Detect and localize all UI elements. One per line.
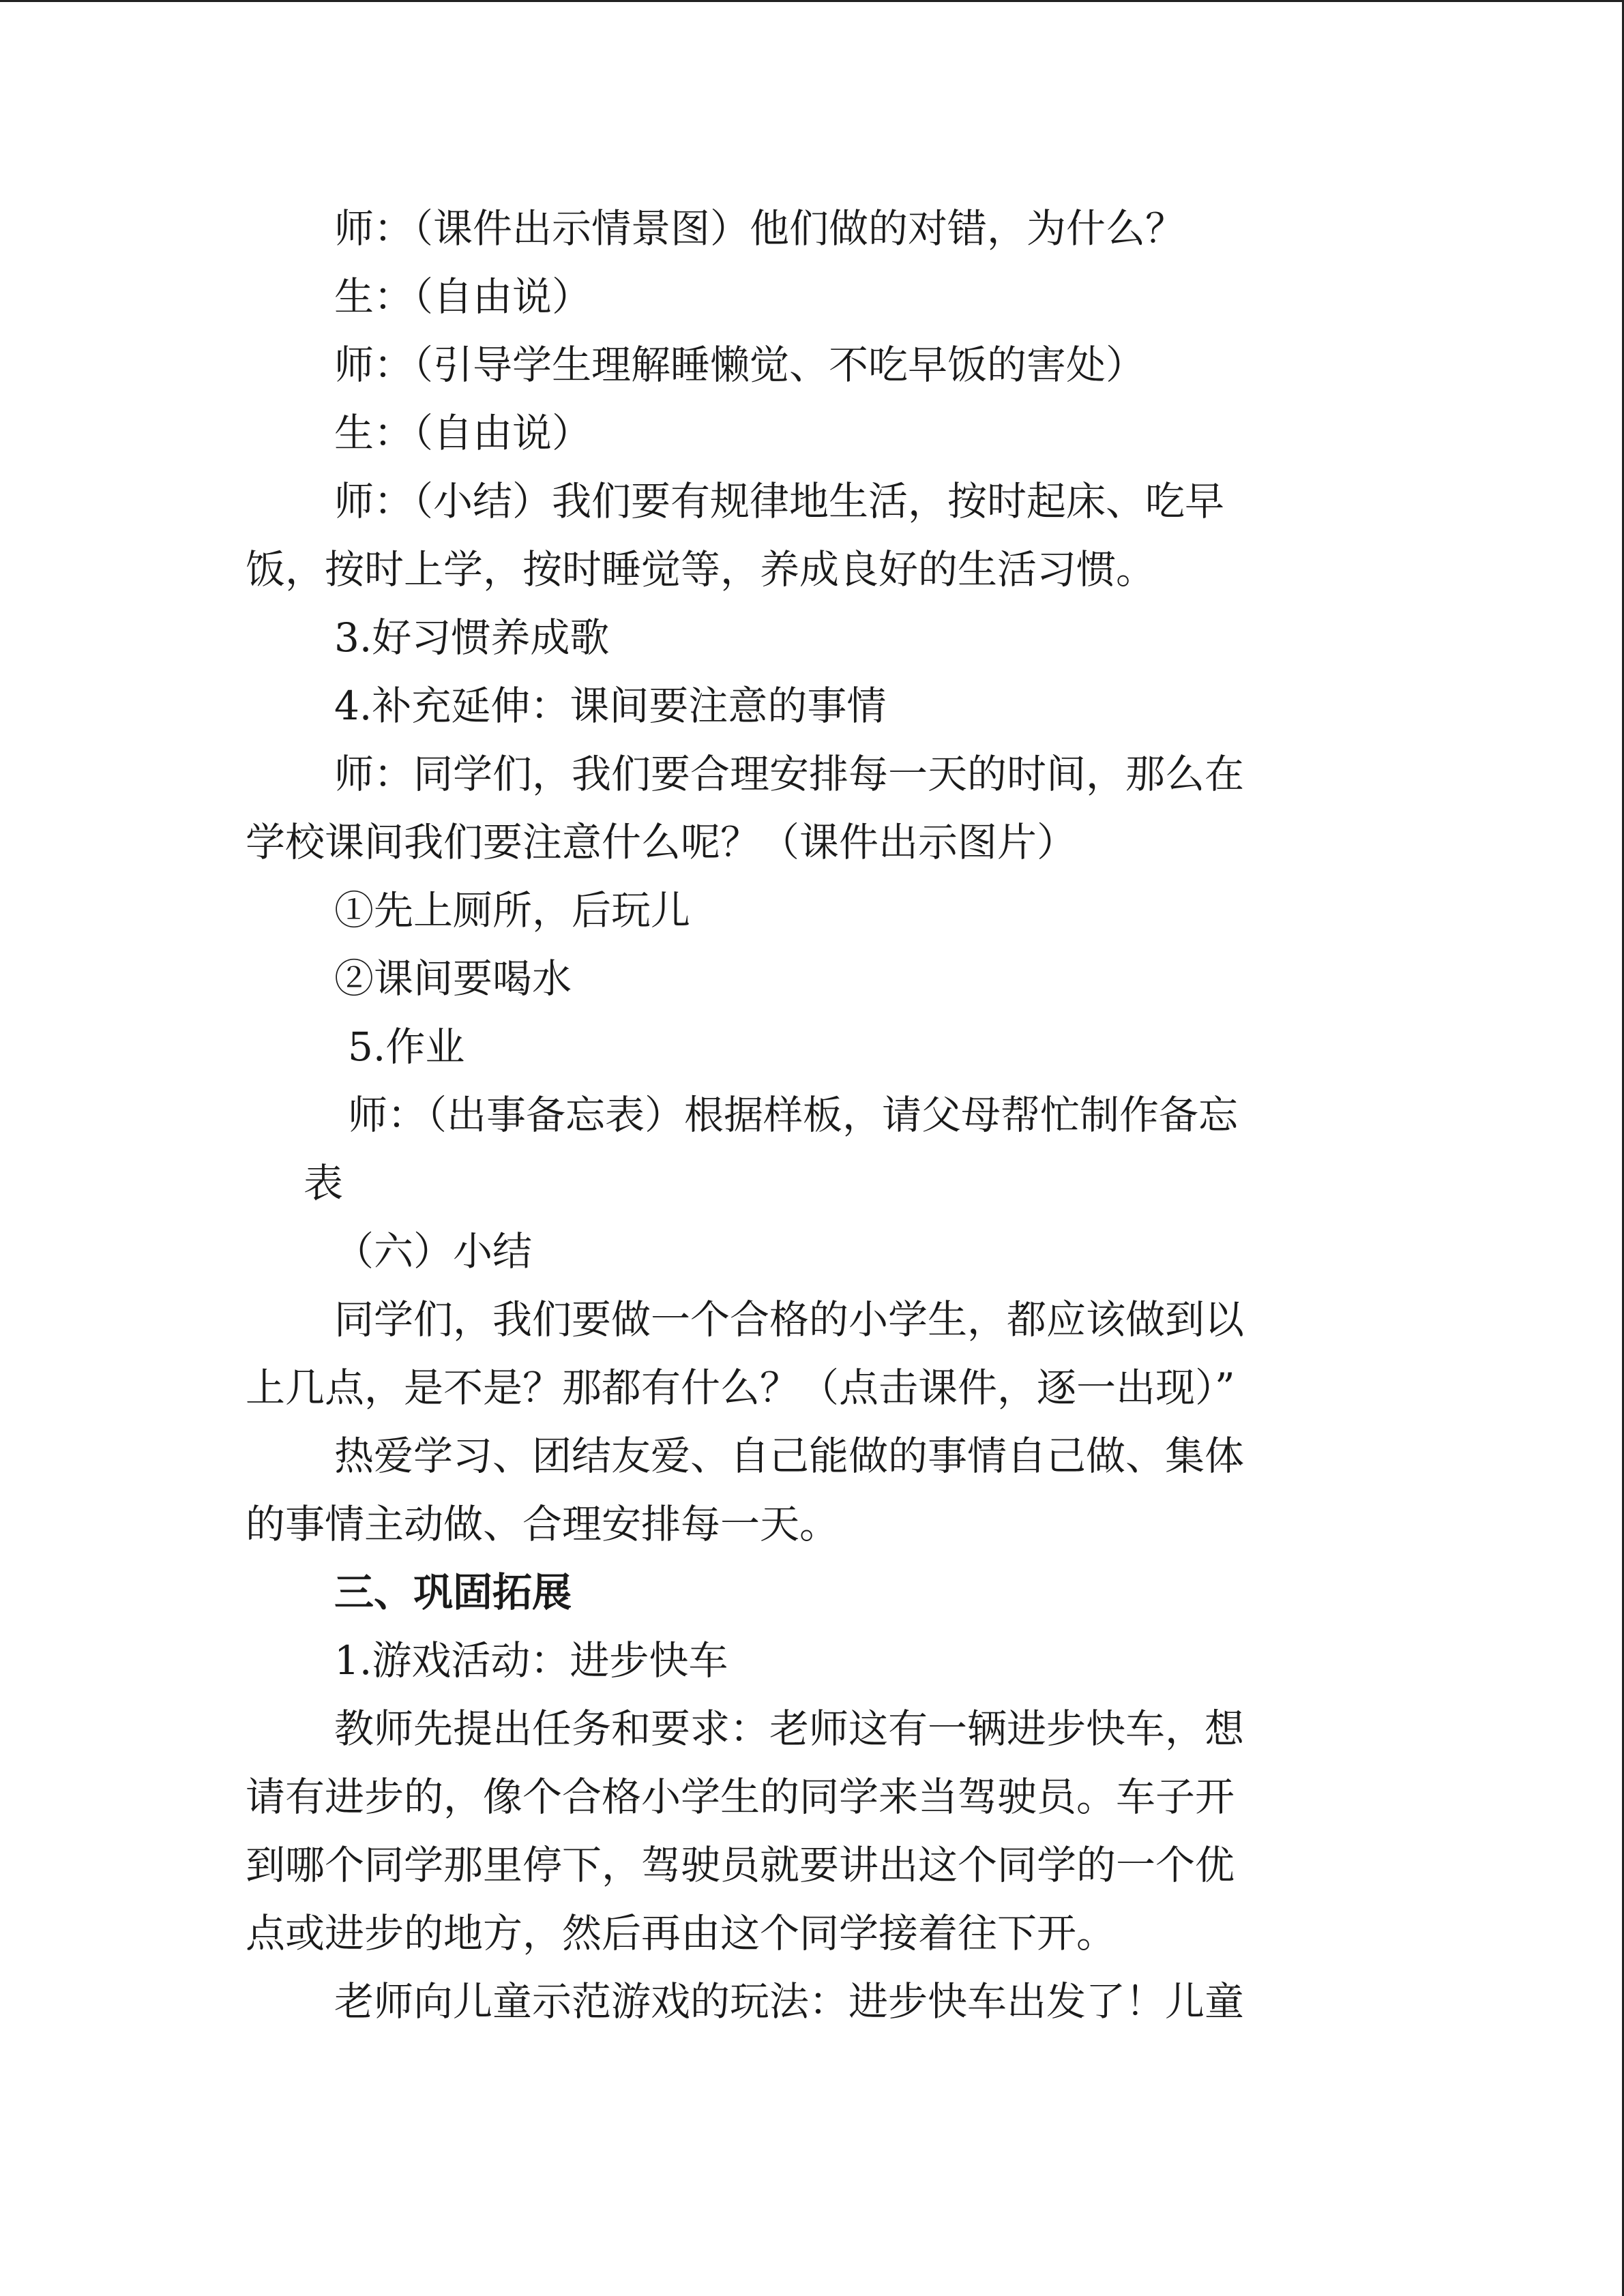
paragraph-line: 学校课间我们要注意什么呢？（课件出示图片） [246, 819, 1077, 865]
dialogue-line: 生：（自由说） [334, 273, 592, 320]
paragraph-line: 同学们，我们要做一个合格的小学生，都应该做到以 [334, 1296, 1245, 1343]
numbered-item: 1.游戏活动：进步快车 [334, 1637, 728, 1684]
dialogue-line: 生：（自由说） [334, 410, 592, 456]
paragraph-line: 的事情主动做、合理安排每一天。 [246, 1501, 840, 1547]
numbered-item: 5.作业 [348, 1024, 465, 1070]
page-border-top [0, 0, 1624, 2]
numbered-item: 4.补充延伸：课间要注意的事情 [334, 683, 887, 729]
paragraph-line: 老师向儿童示范游戏的玩法：进步快车出发了！儿童 [334, 1978, 1245, 2025]
numbered-item: 3.好习惯养成歌 [334, 614, 610, 661]
paragraph-line: 上几点，是不是？那都有什么？（点击课件，逐一出现）” [246, 1365, 1235, 1411]
dialogue-line: 师：（出事备忘表）根据样板，请父母帮忙制作备忘 [348, 1092, 1239, 1138]
paragraph-line: 到哪个同学那里停下，驾驶员就要讲出这个同学的一个优 [246, 1842, 1235, 1888]
list-item: ①先上厕所，后玩儿 [334, 887, 691, 934]
dialogue-line: 师：（引导学生理解睡懒觉、不吃早饭的害处） [334, 342, 1146, 388]
paragraph-line: 请有进步的，像个合格小学生的同学来当驾驶员。车子开 [246, 1774, 1235, 1820]
paragraph-line: 热爱学习、团结友爱、自己能做的事情自己做、集体 [334, 1433, 1245, 1479]
list-item: ②课间要喝水 [334, 955, 572, 1002]
paragraph-line: 点或进步的地方，然后再由这个同学接着往下开。 [246, 1910, 1117, 1956]
paragraph-line: 饭，按时上学，按时睡觉等，养成良好的生活习惯。 [246, 546, 1156, 593]
section-subheading: （六）小结 [334, 1228, 533, 1274]
paragraph-line: 教师先提出任务和要求：老师这有一辆进步快车，想 [334, 1705, 1245, 1752]
paragraph-line: 表 [304, 1160, 344, 1206]
dialogue-line: 师：（小结）我们要有规律地生活，按时起床、吃早 [334, 478, 1225, 524]
dialogue-line: 师：同学们，我们要合理安排每一天的时间，那么在 [334, 751, 1245, 797]
section-heading: 三、巩固拓展 [334, 1569, 572, 1615]
dialogue-line: 师：（课件出示情景图）他们做的对错，为什么？ [334, 205, 1185, 252]
